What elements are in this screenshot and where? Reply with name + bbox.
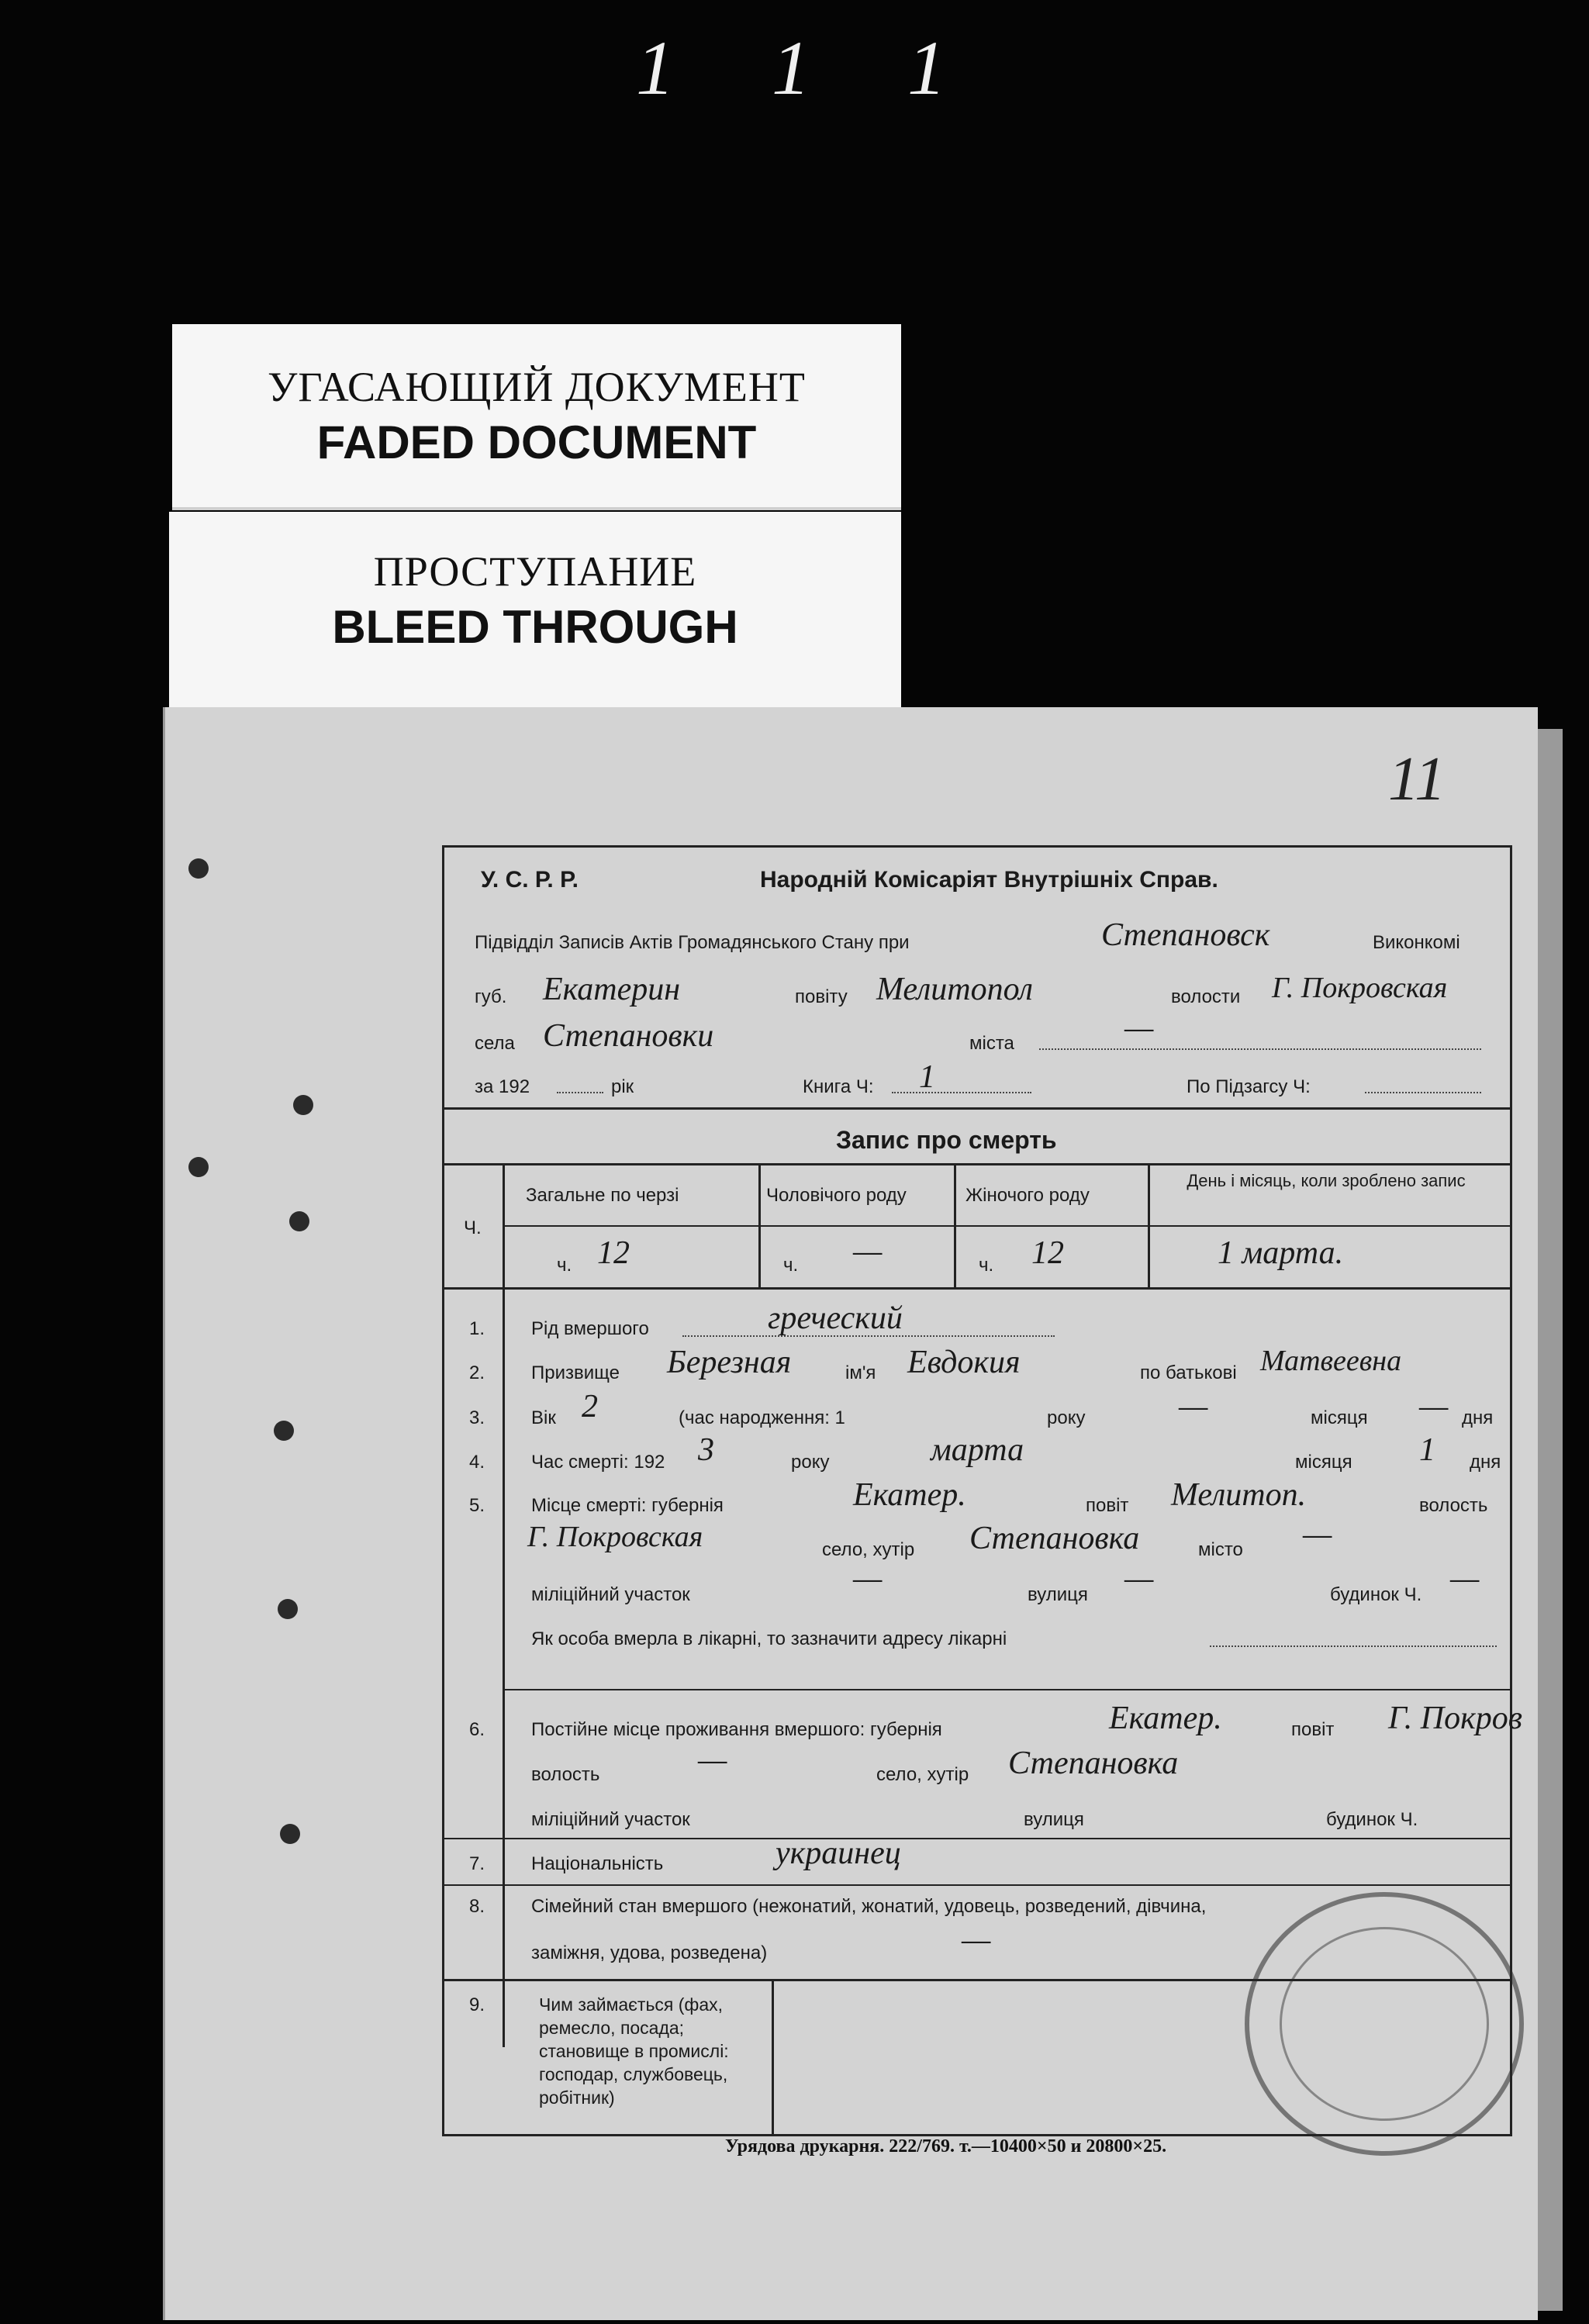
row-label: місяця	[1295, 1452, 1352, 1473]
female-value: 12	[1031, 1235, 1064, 1271]
povit-label: повіту	[795, 986, 848, 1007]
row-value: —	[962, 1922, 991, 1958]
row-label: Чим займається (фах, ремесло, посада; становище в промислі: господар, службовець, робітник)	[539, 1994, 729, 2108]
row-number: 5.	[469, 1495, 485, 1516]
year-label: за 192	[475, 1076, 530, 1097]
row-label: дня	[1462, 1407, 1494, 1428]
row-number: 9.	[469, 1994, 485, 2015]
row-label: волость	[531, 1764, 600, 1785]
row-value: марта	[931, 1432, 1024, 1468]
divider	[442, 1838, 1512, 1839]
frame-number: 1 1 1	[636, 25, 985, 111]
row-label: вулиця	[1028, 1584, 1088, 1605]
row-value: Евдокия	[907, 1345, 1021, 1380]
divider	[504, 1689, 1512, 1690]
punch-hole	[278, 1599, 298, 1619]
date-value: 1 марта.	[1218, 1235, 1344, 1271]
ch-prefix: ч.	[979, 1255, 994, 1276]
bleed-notice-en: BLEED THROUGH	[332, 601, 738, 653]
row-label: ім'я	[845, 1362, 876, 1383]
selo-value: Степановки	[543, 1018, 714, 1054]
col-female: Жіночого роду	[965, 1185, 1090, 1206]
row-label: Національність	[531, 1853, 664, 1874]
gub-value: Екатерин	[543, 972, 681, 1007]
punch-hole	[289, 1211, 309, 1231]
row-label: року	[1047, 1407, 1086, 1428]
row-value: Степановка	[969, 1521, 1140, 1556]
ch-prefix: ч.	[783, 1255, 799, 1276]
row-label: Сімейний стан вмершого (нежонатий, жонатий, удовець, розведений, дівчина,	[531, 1896, 1207, 1917]
row-value: Екатер.	[1109, 1701, 1222, 1736]
fill-line	[682, 1335, 1055, 1337]
faded-notice-ru: УГАСАЮЩИЙ ДОКУМЕНТ	[268, 364, 806, 410]
row-label: повіт	[1291, 1719, 1335, 1740]
row-label: Як особа вмерла в лікарні, то зазначити адресу лікарні	[531, 1628, 1007, 1649]
row-value: —	[698, 1742, 727, 1778]
row-label: волость	[1419, 1495, 1488, 1516]
row-value: 3	[698, 1432, 714, 1468]
header-left: У. С. Р. Р.	[481, 867, 579, 893]
punch-hole	[188, 1157, 209, 1177]
row-label: місяця	[1311, 1407, 1368, 1428]
row-value: Матвеевна	[1260, 1345, 1402, 1377]
divider	[503, 1225, 1512, 1227]
row-label: Призвище	[531, 1362, 620, 1383]
row-value: греческий	[768, 1300, 903, 1336]
year-suffix: рік	[611, 1076, 634, 1097]
book-label: Книга Ч:	[803, 1076, 874, 1097]
row-number: 2.	[469, 1362, 485, 1383]
povit-value: Мелитопол	[876, 972, 1033, 1007]
fill-line	[1210, 1645, 1497, 1647]
row-label: Рід вмершого	[531, 1318, 649, 1339]
column-line	[503, 1163, 505, 2047]
ch-prefix: ч.	[557, 1255, 572, 1276]
row-label: будинок Ч.	[1330, 1584, 1422, 1605]
row-label: вулиця	[1024, 1809, 1084, 1830]
book-value: 1	[919, 1059, 935, 1095]
book-line	[892, 1092, 1031, 1093]
row-label: Вік	[531, 1407, 556, 1428]
punch-hole	[280, 1824, 300, 1844]
row-label: будинок Ч.	[1326, 1809, 1418, 1830]
row-number: 6.	[469, 1719, 485, 1740]
gub-label: губ.	[475, 986, 507, 1007]
row-value: 1	[1419, 1432, 1435, 1468]
line1-suffix: Виконкомі	[1373, 932, 1460, 953]
row-value: Г. Покровская	[527, 1521, 703, 1553]
row-number: 3.	[469, 1407, 485, 1428]
general-value: 12	[597, 1235, 630, 1271]
row-value: Березная	[667, 1345, 792, 1380]
row-label: Час смерті: 192	[531, 1452, 665, 1473]
row-label: (час народження: 1	[679, 1407, 845, 1428]
row-value: украинец	[776, 1835, 901, 1871]
row-number: 4.	[469, 1452, 485, 1473]
row-value: —	[853, 1561, 883, 1597]
record-title: Запис про смерть	[836, 1126, 1057, 1154]
row-value: —	[1179, 1389, 1208, 1424]
row-value: —	[1124, 1561, 1154, 1597]
misto-label: міста	[969, 1033, 1014, 1054]
punch-hole	[274, 1421, 294, 1441]
printer-line: Урядова друкарня. 222/769. т.—10400×50 и 20800×25.	[725, 2136, 1167, 2157]
row-label: дня	[1470, 1452, 1501, 1473]
row-value: —	[1303, 1517, 1332, 1552]
punch-hole	[293, 1095, 313, 1115]
col-date: День і місяць, коли зроблено запис	[1187, 1171, 1466, 1190]
col-male: Чоловічого роду	[766, 1185, 907, 1206]
page-number: 11	[1388, 745, 1446, 813]
official-seal-inner	[1280, 1927, 1489, 2121]
subrecord-label: По Підзагсу Ч:	[1187, 1076, 1311, 1097]
line1-value: Степановск	[1101, 917, 1270, 953]
column-line	[772, 1979, 774, 2136]
row-value: —	[1450, 1561, 1480, 1597]
row-label: по батькові	[1140, 1362, 1237, 1383]
row-number: 7.	[469, 1853, 485, 1874]
row-value: Екатер.	[853, 1477, 966, 1513]
row-label: Місце смерті: губернія	[531, 1495, 724, 1516]
volost-value: Г. Покровская	[1272, 972, 1448, 1004]
col-general: Загальне по черзі	[526, 1185, 679, 1206]
misto-line	[1039, 1048, 1481, 1050]
row-value: Мелитоп.	[1171, 1477, 1307, 1513]
line1-label: Підвідділ Записів Актів Громадянського Стану при	[475, 932, 910, 953]
misto-value: —	[1124, 1010, 1154, 1046]
row-label: місто	[1198, 1539, 1243, 1560]
row-value: Г. Покров	[1388, 1701, 1522, 1736]
row-label: міліційний участок	[531, 1584, 690, 1605]
row-number: 8.	[469, 1896, 485, 1917]
faded-notice-en: FADED DOCUMENT	[316, 416, 757, 468]
row-label: заміжня, удова, розведена)	[531, 1942, 768, 1963]
row-label: Постійне місце проживання вмершого: губернія	[531, 1719, 942, 1740]
row-value: —	[1419, 1389, 1449, 1424]
row-label: року	[791, 1452, 830, 1473]
row-label: село, хутір	[822, 1539, 915, 1560]
row-number: 1.	[469, 1318, 485, 1339]
row-label: село, хутір	[876, 1764, 969, 1785]
divider	[442, 1287, 1512, 1290]
header-right: Народній Комісаріят Внутрішніх Справ.	[760, 867, 1218, 893]
row-value: Степановка	[1008, 1746, 1179, 1781]
row-value: 2	[582, 1389, 598, 1424]
volost-label: волости	[1171, 986, 1241, 1007]
punch-hole	[188, 858, 209, 879]
row-label: повіт	[1086, 1495, 1129, 1516]
subrecord-line	[1365, 1092, 1481, 1093]
col-ch: Ч.	[464, 1217, 482, 1238]
row-label: міліційний участок	[531, 1809, 690, 1830]
divider	[442, 1107, 1512, 1110]
selo-label: села	[475, 1033, 515, 1054]
divider	[442, 1884, 1512, 1886]
year-line	[557, 1092, 603, 1093]
divider	[442, 1163, 1512, 1165]
male-value: —	[853, 1234, 883, 1269]
bleed-through-notice	[169, 512, 901, 713]
faded-document-notice	[172, 324, 901, 510]
bleed-notice-ru: ПРОСТУПАНИЕ	[373, 548, 697, 595]
